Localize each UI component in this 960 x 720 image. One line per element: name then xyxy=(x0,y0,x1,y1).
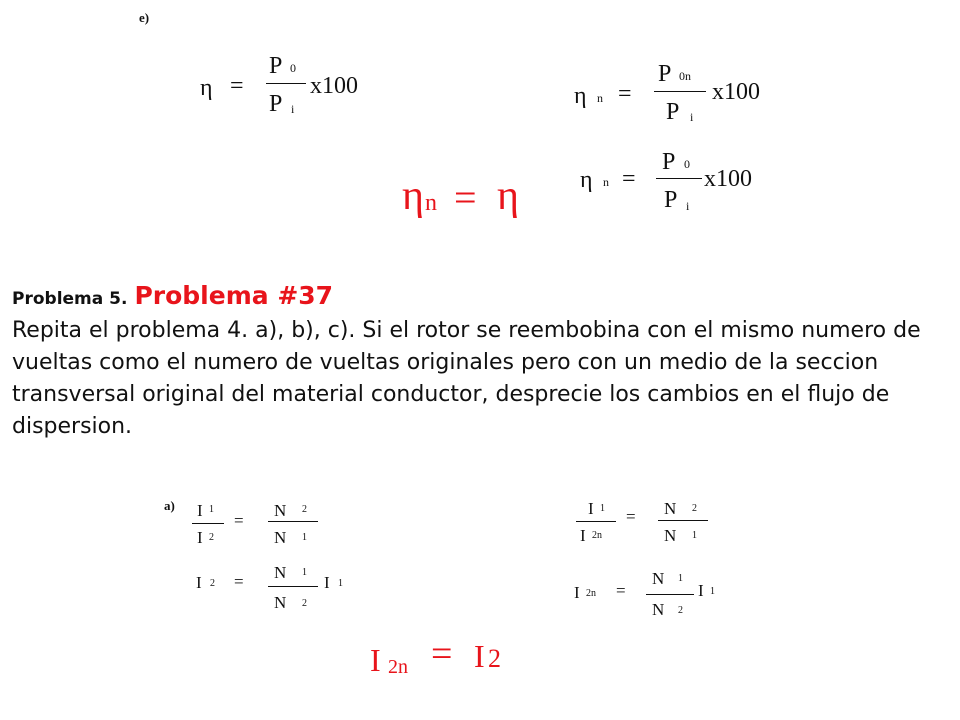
denominator-n-subscript: 1 xyxy=(692,530,697,541)
current-ratio-new-formula xyxy=(576,498,726,550)
eta-symbol: η xyxy=(200,75,213,101)
denominator-subscript: i xyxy=(690,110,694,124)
eta-subscript: n xyxy=(597,91,603,105)
problem-body: Repita el problema 4. a), b), c). Si el rotor se reembobina con el mismo numero de vueltas como el numero de vueltas originales pero con un medio de la seccion transversal original del material conductor, desprecie los cambios en el flujo de dispersion. xyxy=(12,318,921,439)
equals-sign: = xyxy=(616,581,626,600)
denominator-i: I xyxy=(580,526,586,545)
red-eta-subscript: n xyxy=(425,190,437,216)
numerator-n-subscript: 2 xyxy=(692,503,697,514)
denominator-n: N xyxy=(652,600,665,619)
red-equals-sign: = xyxy=(454,175,477,220)
equals-sign: = xyxy=(230,73,244,99)
numerator-subscript: 0 xyxy=(290,61,296,75)
eta-symbol: η xyxy=(580,167,593,193)
fraction-bar xyxy=(656,178,702,179)
denominator-n: N xyxy=(274,528,287,547)
fraction-bar-left xyxy=(192,523,224,524)
numerator-i-subscript: 1 xyxy=(209,504,214,515)
numerator-n: N xyxy=(274,563,287,582)
rhs-i-subscript: 1 xyxy=(710,586,715,597)
efficiency-new-equal-formula xyxy=(580,148,780,218)
fraction-bar xyxy=(646,594,694,595)
numerator-n: N xyxy=(274,501,287,520)
numerator-n-subscript: 2 xyxy=(302,504,307,515)
fraction-bar xyxy=(266,83,306,84)
denominator-n: N xyxy=(274,593,287,612)
numerator-n: N xyxy=(652,569,665,588)
lhs-i: I xyxy=(574,583,580,602)
factor-x100: x100 xyxy=(704,166,752,192)
numerator-subscript: 0n xyxy=(679,69,691,83)
equals-sign: = xyxy=(234,572,244,591)
denominator-i-subscript: 2n xyxy=(592,530,602,541)
denominator-subscript: i xyxy=(291,102,295,116)
numerator-n-subscript: 1 xyxy=(302,567,307,578)
red-eta-lhs: η xyxy=(402,173,424,219)
denominator-i-subscript: 2 xyxy=(209,532,214,543)
red-rhs-subscript: 2 xyxy=(488,644,501,673)
numerator-i: I xyxy=(588,499,594,518)
current-formula xyxy=(196,562,356,622)
numerator-i-subscript: 1 xyxy=(600,503,605,514)
denominator-n-subscript: 2 xyxy=(302,598,307,609)
denominator-subscript: i xyxy=(686,199,690,213)
rhs-i: I xyxy=(698,581,704,600)
section-label-a: a) xyxy=(164,498,175,513)
denominator-i: I xyxy=(197,528,203,547)
numerator-p: P xyxy=(269,53,283,79)
equals-sign: = xyxy=(234,511,244,530)
red-efficiency-equality xyxy=(402,172,532,232)
rhs-i: I xyxy=(324,573,330,592)
equals-sign: = xyxy=(622,166,636,192)
numerator-i: I xyxy=(197,501,203,520)
fraction-bar-right xyxy=(268,521,318,522)
eta-symbol: η xyxy=(574,83,587,109)
section-label-e: e) xyxy=(139,10,150,25)
denominator-p: P xyxy=(269,91,283,117)
numerator-p: P xyxy=(658,61,672,87)
factor-x100: x100 xyxy=(712,79,760,105)
lhs-i: I xyxy=(196,573,202,592)
factor-x100: x100 xyxy=(310,73,358,99)
eta-subscript: n xyxy=(603,175,609,189)
current-new-formula xyxy=(574,568,744,628)
red-lhs-i: I xyxy=(370,642,381,678)
fraction-bar xyxy=(654,91,706,92)
denominator-n-subscript: 2 xyxy=(678,605,683,616)
red-equals-sign: = xyxy=(431,633,453,675)
denominator-p: P xyxy=(666,99,680,125)
denominator-p: P xyxy=(664,187,678,213)
current-ratio-formula xyxy=(192,500,332,552)
numerator-subscript: 0 xyxy=(684,157,690,171)
fraction-bar-right xyxy=(658,520,708,521)
efficiency-new-formula xyxy=(574,60,774,130)
rhs-i-subscript: 1 xyxy=(338,578,343,589)
numerator-p: P xyxy=(662,149,676,175)
red-lhs-subscript: 2n xyxy=(388,656,408,678)
lhs-i-subscript: 2 xyxy=(210,578,215,589)
fraction-bar-left xyxy=(576,521,616,522)
red-rhs-i: I xyxy=(474,638,485,674)
fraction-bar xyxy=(268,586,318,587)
equals-sign: = xyxy=(618,81,632,107)
efficiency-formula xyxy=(200,52,380,122)
problem-statement xyxy=(12,280,952,443)
problem-number: Problema 5. xyxy=(12,289,128,309)
denominator-n-subscript: 1 xyxy=(302,532,307,543)
problem-title: Problema #37 xyxy=(134,281,334,310)
lhs-i-subscript: 2n xyxy=(586,588,596,599)
red-eta-rhs: η xyxy=(497,173,519,219)
numerator-n-subscript: 1 xyxy=(678,573,683,584)
numerator-n: N xyxy=(664,499,677,518)
red-current-equality xyxy=(368,633,518,686)
denominator-n: N xyxy=(664,526,677,545)
equals-sign: = xyxy=(626,507,636,526)
